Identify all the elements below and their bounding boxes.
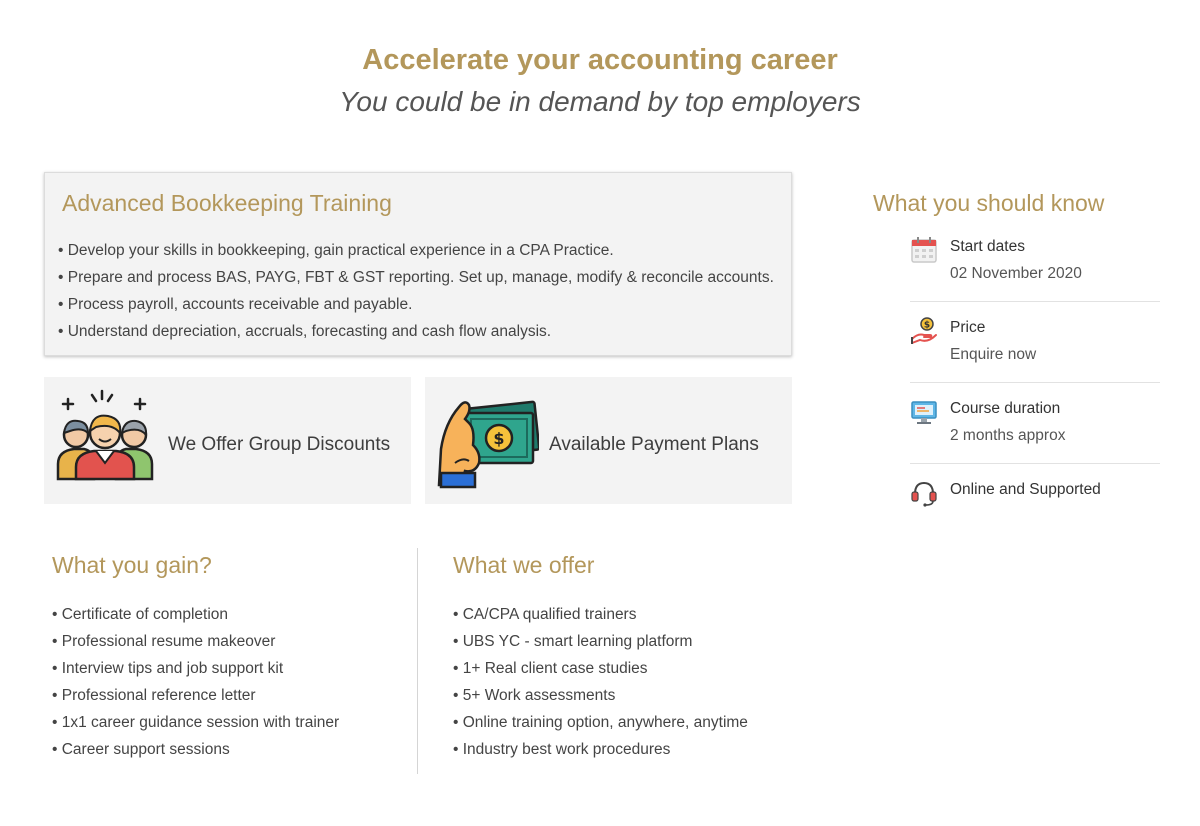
- gain-item: • Career support sessions: [52, 741, 230, 758]
- gain-item: • Certificate of completion: [52, 606, 229, 623]
- course-point: • Understand depreciation, accruals, forecasting and cash flow analysis.: [58, 323, 552, 340]
- start-dates-value: 02 November 2020: [950, 265, 1082, 282]
- group-discounts-card[interactable]: [44, 377, 411, 504]
- hero-title: Accelerate your accounting career: [362, 44, 838, 76]
- course-point: • Develop your skills in bookkeeping, gain practical experience in a CPA Practice.: [58, 242, 614, 259]
- monitor-icon: [910, 398, 938, 426]
- start-dates-item: [908, 236, 1160, 292]
- course-point: • Prepare and process BAS, PAYG, FBT & GST reporting. Set up, manage, modify & reconcile accounts.: [58, 269, 774, 286]
- course-card: [44, 172, 792, 356]
- offer-item: • 5+ Work assessments: [453, 687, 616, 704]
- offer-item: • UBS YC - smart learning platform: [453, 633, 693, 650]
- course-title: Advanced Bookkeeping Training: [62, 190, 392, 216]
- know-title: What you should know: [873, 190, 1105, 216]
- gain-item: • Professional resume makeover: [52, 633, 276, 650]
- know-separator: [910, 463, 1160, 464]
- gain-title: What you gain?: [52, 552, 212, 578]
- hero-subtitle: You could be in demand by top employers: [339, 86, 861, 117]
- offer-item: • Industry best work procedures: [453, 741, 671, 758]
- course-duration-label: Course duration: [950, 400, 1061, 417]
- column-divider: [417, 548, 418, 774]
- gain-list: [52, 603, 339, 765]
- payment-plans-card[interactable]: [425, 377, 792, 504]
- offer-item: • Online training option, anywhere, anytime: [453, 714, 748, 731]
- offer-list: [453, 603, 748, 765]
- course-duration-item: [908, 398, 1160, 454]
- calendar-icon: [910, 236, 938, 264]
- payment-plans-label: Available Payment Plans: [549, 434, 759, 455]
- start-dates-label: Start dates: [950, 238, 1025, 255]
- group-discounts-label: We Offer Group Discounts: [168, 434, 391, 455]
- offer-title: What we offer: [453, 552, 595, 578]
- hand-coin-icon: [910, 317, 938, 345]
- know-separator: [910, 382, 1160, 383]
- gain-item: • Professional reference letter: [52, 687, 256, 704]
- course-points: [58, 239, 774, 347]
- course-duration-value: 2 months approx: [950, 427, 1066, 444]
- price-item: [908, 317, 1160, 373]
- support-label: Online and Supported: [950, 481, 1101, 498]
- know-separator: [910, 301, 1160, 302]
- offer-item: • 1+ Real client case studies: [453, 660, 648, 677]
- support-item: [908, 479, 1160, 509]
- svg-text:$: $: [923, 320, 931, 331]
- price-value[interactable]: Enquire now: [950, 346, 1037, 363]
- group-people-icon: [54, 389, 156, 494]
- hand-money-icon: [435, 389, 539, 494]
- price-label: Price: [950, 319, 986, 336]
- gain-item: • 1x1 career guidance session with trainer: [52, 714, 340, 731]
- svg-text:$: $: [493, 429, 505, 448]
- course-point: • Process payroll, accounts receivable and payable.: [58, 296, 413, 313]
- headset-icon: [910, 479, 938, 507]
- gain-item: • Interview tips and job support kit: [52, 660, 284, 677]
- offer-item: • CA/CPA qualified trainers: [453, 606, 637, 623]
